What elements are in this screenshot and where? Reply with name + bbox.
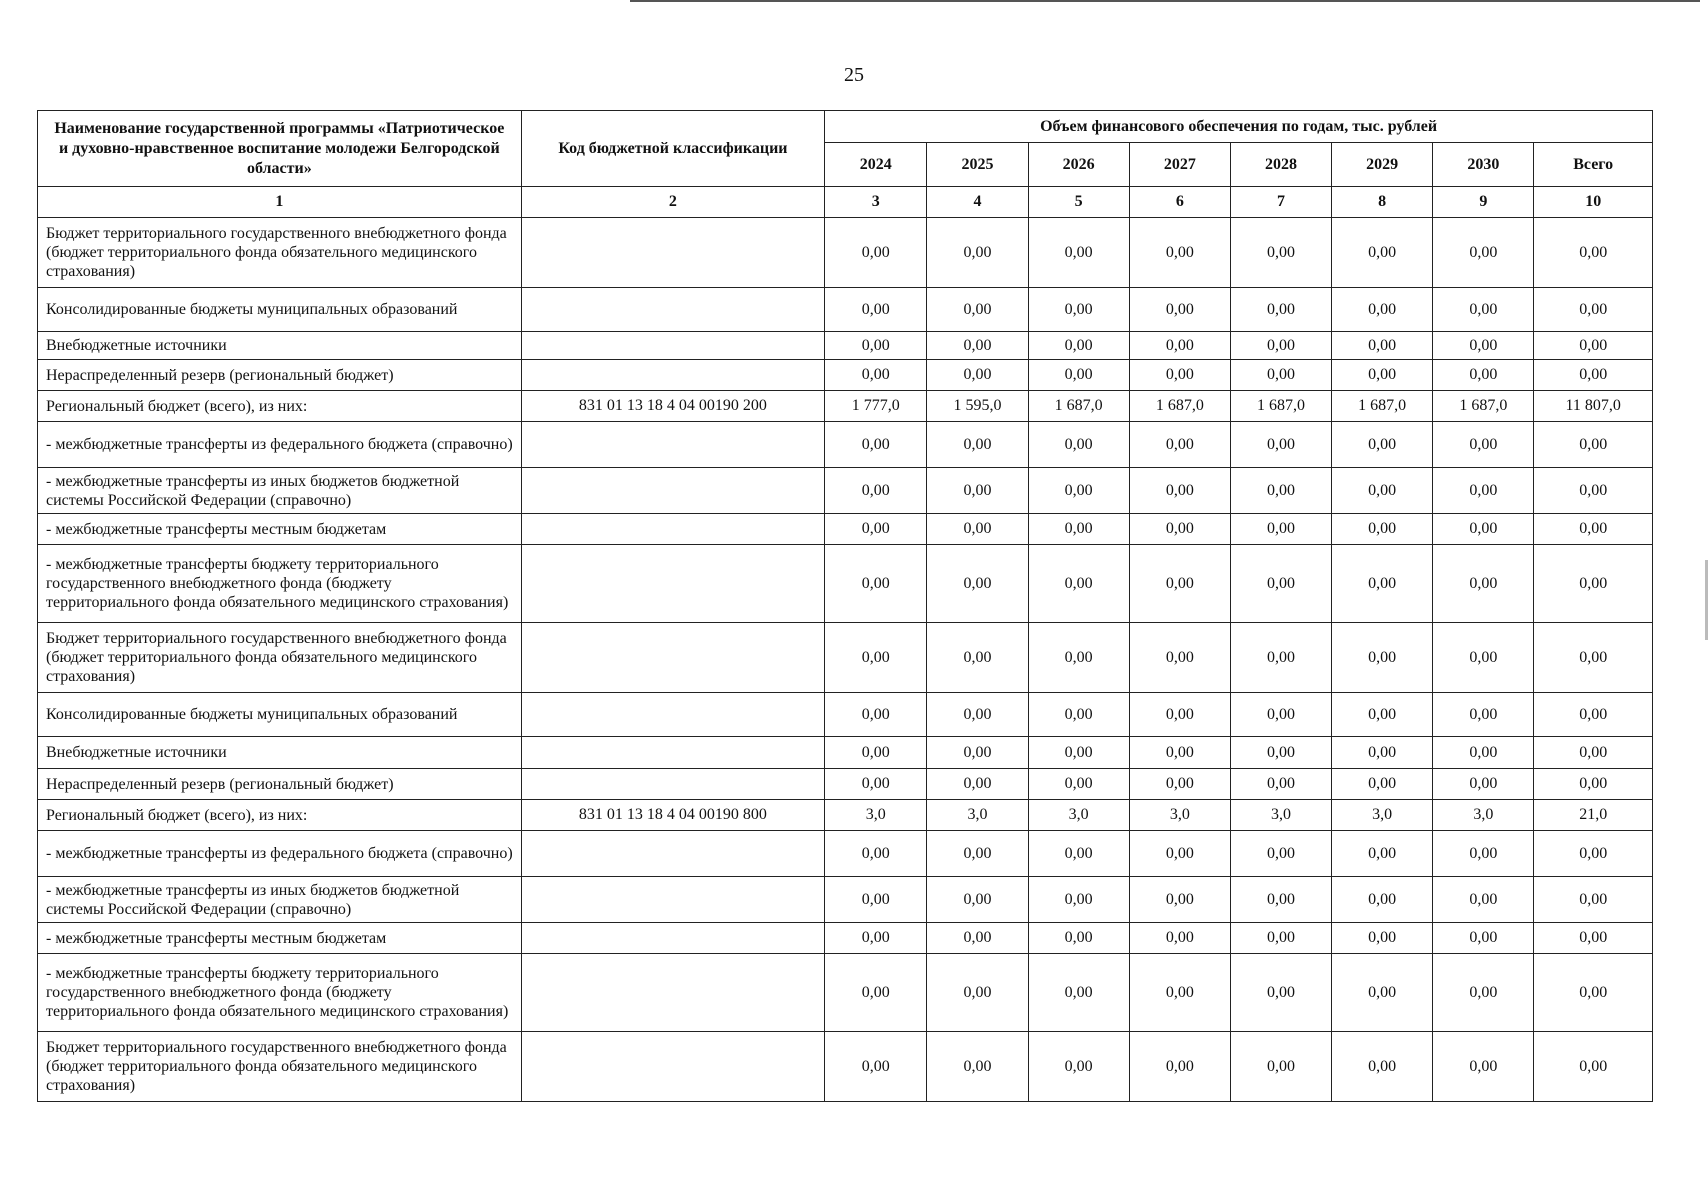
row-year-value: 0,00 bbox=[927, 831, 1028, 877]
row-year-value: 0,00 bbox=[1230, 545, 1331, 623]
row-total-value: 0,00 bbox=[1534, 360, 1653, 391]
row-year-value: 1 687,0 bbox=[1332, 391, 1433, 422]
header-program-name: Наименование государственной программы «Патриотическое и духовно-нравственное воспитание молодежи Белгородской области» bbox=[38, 111, 522, 187]
row-year-value: 3,0 bbox=[1433, 800, 1534, 831]
row-year-value: 0,00 bbox=[1332, 422, 1433, 468]
row-name: - межбюджетные трансферты из иных бюджетов бюджетной системы Российской Федерации (справочно) bbox=[38, 468, 522, 514]
row-year-value: 3,0 bbox=[1129, 800, 1230, 831]
header-funding-volume: Объем финансового обеспечения по годам, тыс. рублей bbox=[825, 111, 1653, 143]
row-year-value: 0,00 bbox=[1028, 360, 1129, 391]
table-row bbox=[38, 954, 1653, 1032]
row-year-value: 0,00 bbox=[1433, 831, 1534, 877]
row-year-value: 0,00 bbox=[825, 332, 927, 360]
row-year-value: 0,00 bbox=[1129, 422, 1230, 468]
row-year-value: 3,0 bbox=[1230, 800, 1331, 831]
row-year-value: 0,00 bbox=[1230, 422, 1331, 468]
row-budget-code bbox=[521, 954, 825, 1032]
table-row bbox=[38, 831, 1653, 877]
row-year-value: 0,00 bbox=[1332, 693, 1433, 737]
header-year: 2025 bbox=[927, 143, 1028, 187]
column-index: 2 bbox=[521, 187, 825, 218]
header-year: 2028 bbox=[1230, 143, 1331, 187]
row-year-value: 0,00 bbox=[1028, 923, 1129, 954]
row-name: Внебюджетные источники bbox=[38, 332, 522, 360]
row-budget-code bbox=[521, 831, 825, 877]
row-year-value: 0,00 bbox=[825, 514, 927, 545]
table-row bbox=[38, 545, 1653, 623]
row-year-value: 0,00 bbox=[1230, 468, 1331, 514]
row-year-value: 0,00 bbox=[1028, 422, 1129, 468]
row-year-value: 0,00 bbox=[927, 769, 1028, 800]
row-year-value: 0,00 bbox=[825, 693, 927, 737]
header-year: 2030 bbox=[1433, 143, 1534, 187]
row-year-value: 1 687,0 bbox=[1433, 391, 1534, 422]
row-year-value: 0,00 bbox=[1028, 693, 1129, 737]
row-total-value: 0,00 bbox=[1534, 514, 1653, 545]
row-year-value: 0,00 bbox=[1332, 623, 1433, 693]
column-index: 8 bbox=[1332, 187, 1433, 218]
table-row bbox=[38, 623, 1653, 693]
row-total-value: 0,00 bbox=[1534, 954, 1653, 1032]
row-total-value: 0,00 bbox=[1534, 545, 1653, 623]
row-year-value: 0,00 bbox=[1028, 468, 1129, 514]
row-name: Региональный бюджет (всего), из них: bbox=[38, 800, 522, 831]
row-year-value: 1 777,0 bbox=[825, 391, 927, 422]
row-year-value: 3,0 bbox=[1028, 800, 1129, 831]
row-total-value: 0,00 bbox=[1534, 769, 1653, 800]
row-total-value: 21,0 bbox=[1534, 800, 1653, 831]
row-total-value: 0,00 bbox=[1534, 831, 1653, 877]
row-year-value: 0,00 bbox=[1028, 545, 1129, 623]
row-year-value: 0,00 bbox=[1230, 1032, 1331, 1102]
row-name: Бюджет территориального государственного внебюджетного фонда (бюджет территориального фонда обязательного медицинского страхования) bbox=[38, 1032, 522, 1102]
column-index: 3 bbox=[825, 187, 927, 218]
row-year-value: 0,00 bbox=[1433, 877, 1534, 923]
row-year-value: 0,00 bbox=[1129, 1032, 1230, 1102]
table-row bbox=[38, 769, 1653, 800]
row-year-value: 0,00 bbox=[825, 545, 927, 623]
row-year-value: 0,00 bbox=[1433, 360, 1534, 391]
row-year-value: 0,00 bbox=[927, 623, 1028, 693]
row-year-value: 0,00 bbox=[825, 468, 927, 514]
row-budget-code: 831 01 13 18 4 04 00190 200 bbox=[521, 391, 825, 422]
row-year-value: 0,00 bbox=[1332, 545, 1433, 623]
column-index: 5 bbox=[1028, 187, 1129, 218]
row-budget-code bbox=[521, 769, 825, 800]
row-year-value: 0,00 bbox=[1028, 877, 1129, 923]
header-year: 2029 bbox=[1332, 143, 1433, 187]
row-year-value: 0,00 bbox=[1129, 218, 1230, 288]
row-year-value: 0,00 bbox=[1230, 769, 1331, 800]
row-year-value: 3,0 bbox=[927, 800, 1028, 831]
row-year-value: 0,00 bbox=[1433, 623, 1534, 693]
row-year-value: 0,00 bbox=[1230, 514, 1331, 545]
table-row bbox=[38, 360, 1653, 391]
row-year-value: 0,00 bbox=[1433, 422, 1534, 468]
column-index: 9 bbox=[1433, 187, 1534, 218]
row-year-value: 0,00 bbox=[1332, 1032, 1433, 1102]
row-year-value: 0,00 bbox=[1433, 514, 1534, 545]
row-name: - межбюджетные трансферты бюджету территориального государственного внебюджетного фонда (бюджету территориального фонда обязательного медицинского страхования) bbox=[38, 545, 522, 623]
row-year-value: 0,00 bbox=[1433, 468, 1534, 514]
row-year-value: 0,00 bbox=[1433, 288, 1534, 332]
row-year-value: 0,00 bbox=[1332, 468, 1433, 514]
row-name: - межбюджетные трансферты местным бюджетам bbox=[38, 514, 522, 545]
row-total-value: 11 807,0 bbox=[1534, 391, 1653, 422]
row-year-value: 0,00 bbox=[927, 514, 1028, 545]
row-year-value: 0,00 bbox=[825, 737, 927, 769]
row-year-value: 0,00 bbox=[1230, 831, 1331, 877]
row-year-value: 0,00 bbox=[1332, 360, 1433, 391]
row-year-value: 0,00 bbox=[825, 422, 927, 468]
row-year-value: 0,00 bbox=[1332, 954, 1433, 1032]
row-year-value: 0,00 bbox=[825, 288, 927, 332]
header-year: 2026 bbox=[1028, 143, 1129, 187]
table-header bbox=[38, 111, 1653, 218]
row-year-value: 0,00 bbox=[825, 877, 927, 923]
row-year-value: 0,00 bbox=[927, 288, 1028, 332]
row-year-value: 1 595,0 bbox=[927, 391, 1028, 422]
row-year-value: 0,00 bbox=[825, 954, 927, 1032]
row-year-value: 0,00 bbox=[927, 954, 1028, 1032]
row-year-value: 0,00 bbox=[1028, 737, 1129, 769]
row-total-value: 0,00 bbox=[1534, 422, 1653, 468]
table-row bbox=[38, 288, 1653, 332]
row-year-value: 0,00 bbox=[1230, 693, 1331, 737]
column-index: 7 bbox=[1230, 187, 1331, 218]
column-index: 4 bbox=[927, 187, 1028, 218]
row-year-value: 0,00 bbox=[825, 831, 927, 877]
header-year: 2027 bbox=[1129, 143, 1230, 187]
row-year-value: 0,00 bbox=[1129, 468, 1230, 514]
row-year-value: 0,00 bbox=[927, 422, 1028, 468]
row-name: Внебюджетные источники bbox=[38, 737, 522, 769]
row-name: Консолидированные бюджеты муниципальных образований bbox=[38, 288, 522, 332]
row-year-value: 0,00 bbox=[1028, 769, 1129, 800]
row-year-value: 0,00 bbox=[1028, 288, 1129, 332]
page-number: 25 bbox=[844, 64, 864, 86]
row-year-value: 0,00 bbox=[1433, 693, 1534, 737]
table-row bbox=[38, 391, 1653, 422]
row-year-value: 0,00 bbox=[1129, 623, 1230, 693]
column-index: 1 bbox=[38, 187, 522, 218]
row-name: Бюджет территориального государственного внебюджетного фонда (бюджет территориального фонда обязательного медицинского страхования) bbox=[38, 218, 522, 288]
row-year-value: 0,00 bbox=[825, 1032, 927, 1102]
row-year-value: 3,0 bbox=[825, 800, 927, 831]
row-year-value: 1 687,0 bbox=[1129, 391, 1230, 422]
scan-edge-line bbox=[630, 0, 1700, 2]
row-year-value: 0,00 bbox=[1129, 954, 1230, 1032]
row-budget-code bbox=[521, 545, 825, 623]
row-year-value: 3,0 bbox=[1332, 800, 1433, 831]
row-name: Бюджет территориального государственного внебюджетного фонда (бюджет территориального фонда обязательного медицинского страхования) bbox=[38, 623, 522, 693]
header-total: Всего bbox=[1534, 143, 1653, 187]
row-year-value: 0,00 bbox=[1028, 954, 1129, 1032]
row-year-value: 0,00 bbox=[1129, 332, 1230, 360]
row-year-value: 0,00 bbox=[1433, 923, 1534, 954]
row-year-value: 0,00 bbox=[825, 923, 927, 954]
row-total-value: 0,00 bbox=[1534, 1032, 1653, 1102]
column-index: 6 bbox=[1129, 187, 1230, 218]
row-year-value: 0,00 bbox=[1028, 831, 1129, 877]
row-budget-code bbox=[521, 1032, 825, 1102]
row-year-value: 0,00 bbox=[1230, 288, 1331, 332]
row-total-value: 0,00 bbox=[1534, 923, 1653, 954]
row-year-value: 0,00 bbox=[927, 877, 1028, 923]
row-year-value: 0,00 bbox=[927, 360, 1028, 391]
table-row bbox=[38, 468, 1653, 514]
table-row bbox=[38, 877, 1653, 923]
table-row bbox=[38, 800, 1653, 831]
row-year-value: 0,00 bbox=[927, 218, 1028, 288]
row-year-value: 0,00 bbox=[1332, 332, 1433, 360]
table-row bbox=[38, 923, 1653, 954]
row-year-value: 0,00 bbox=[1129, 514, 1230, 545]
row-total-value: 0,00 bbox=[1534, 218, 1653, 288]
row-year-value: 0,00 bbox=[1028, 514, 1129, 545]
row-budget-code bbox=[521, 514, 825, 545]
row-budget-code bbox=[521, 468, 825, 514]
table-row bbox=[38, 737, 1653, 769]
row-budget-code bbox=[521, 623, 825, 693]
row-year-value: 0,00 bbox=[927, 545, 1028, 623]
row-year-value: 0,00 bbox=[1230, 737, 1331, 769]
row-year-value: 1 687,0 bbox=[1230, 391, 1331, 422]
row-budget-code bbox=[521, 693, 825, 737]
row-budget-code bbox=[521, 422, 825, 468]
row-year-value: 0,00 bbox=[927, 693, 1028, 737]
row-year-value: 0,00 bbox=[1028, 1032, 1129, 1102]
row-total-value: 0,00 bbox=[1534, 693, 1653, 737]
row-year-value: 0,00 bbox=[1332, 288, 1433, 332]
table-row bbox=[38, 332, 1653, 360]
row-total-value: 0,00 bbox=[1534, 468, 1653, 514]
row-year-value: 0,00 bbox=[927, 923, 1028, 954]
row-year-value: 0,00 bbox=[1129, 923, 1230, 954]
row-year-value: 0,00 bbox=[1129, 831, 1230, 877]
row-year-value: 0,00 bbox=[1230, 877, 1331, 923]
row-year-value: 0,00 bbox=[1332, 877, 1433, 923]
row-year-value: 0,00 bbox=[1332, 831, 1433, 877]
table-row bbox=[38, 693, 1653, 737]
row-name: - межбюджетные трансферты бюджету территориального государственного внебюджетного фонда (бюджету территориального фонда обязательного медицинского страхования) bbox=[38, 954, 522, 1032]
row-budget-code bbox=[521, 288, 825, 332]
row-budget-code: 831 01 13 18 4 04 00190 800 bbox=[521, 800, 825, 831]
row-year-value: 0,00 bbox=[1028, 332, 1129, 360]
row-year-value: 0,00 bbox=[1332, 923, 1433, 954]
row-year-value: 0,00 bbox=[1230, 360, 1331, 391]
table-body bbox=[38, 218, 1653, 1102]
row-year-value: 0,00 bbox=[1230, 954, 1331, 1032]
row-budget-code bbox=[521, 218, 825, 288]
header-year: 2024 bbox=[825, 143, 927, 187]
funding-table-container bbox=[37, 110, 1653, 1102]
row-year-value: 0,00 bbox=[825, 218, 927, 288]
row-year-value: 0,00 bbox=[927, 468, 1028, 514]
row-year-value: 0,00 bbox=[927, 737, 1028, 769]
row-year-value: 0,00 bbox=[1332, 218, 1433, 288]
row-year-value: 0,00 bbox=[825, 769, 927, 800]
row-year-value: 0,00 bbox=[1433, 954, 1534, 1032]
row-year-value: 0,00 bbox=[1332, 769, 1433, 800]
row-year-value: 0,00 bbox=[1129, 288, 1230, 332]
row-name: Нераспределенный резерв (региональный бюджет) bbox=[38, 360, 522, 391]
row-year-value: 0,00 bbox=[1433, 218, 1534, 288]
row-name: Региональный бюджет (всего), из них: bbox=[38, 391, 522, 422]
row-year-value: 0,00 bbox=[1129, 737, 1230, 769]
row-year-value: 0,00 bbox=[1433, 769, 1534, 800]
row-year-value: 0,00 bbox=[1433, 737, 1534, 769]
row-budget-code bbox=[521, 332, 825, 360]
row-year-value: 0,00 bbox=[1433, 545, 1534, 623]
row-year-value: 0,00 bbox=[1129, 545, 1230, 623]
row-year-value: 0,00 bbox=[1433, 1032, 1534, 1102]
row-year-value: 0,00 bbox=[1230, 923, 1331, 954]
row-total-value: 0,00 bbox=[1534, 288, 1653, 332]
row-total-value: 0,00 bbox=[1534, 332, 1653, 360]
row-name: - межбюджетные трансферты из федерального бюджета (справочно) bbox=[38, 831, 522, 877]
row-year-value: 0,00 bbox=[1433, 332, 1534, 360]
row-year-value: 0,00 bbox=[1129, 693, 1230, 737]
table-row bbox=[38, 422, 1653, 468]
row-name: - межбюджетные трансферты из иных бюджетов бюджетной системы Российской Федерации (справочно) bbox=[38, 877, 522, 923]
row-budget-code bbox=[521, 737, 825, 769]
header-budget-code: Код бюджетной классификации bbox=[521, 111, 825, 187]
row-year-value: 1 687,0 bbox=[1028, 391, 1129, 422]
row-total-value: 0,00 bbox=[1534, 737, 1653, 769]
row-name: - межбюджетные трансферты местным бюджетам bbox=[38, 923, 522, 954]
row-year-value: 0,00 bbox=[1332, 514, 1433, 545]
row-year-value: 0,00 bbox=[1129, 877, 1230, 923]
row-budget-code bbox=[521, 360, 825, 391]
row-name: Консолидированные бюджеты муниципальных образований bbox=[38, 693, 522, 737]
table-row bbox=[38, 1032, 1653, 1102]
column-index: 10 bbox=[1534, 187, 1653, 218]
row-year-value: 0,00 bbox=[1028, 218, 1129, 288]
row-year-value: 0,00 bbox=[1129, 360, 1230, 391]
table-row bbox=[38, 218, 1653, 288]
table-row bbox=[38, 514, 1653, 545]
row-budget-code bbox=[521, 923, 825, 954]
funding-table bbox=[37, 110, 1653, 1102]
row-year-value: 0,00 bbox=[825, 623, 927, 693]
row-year-value: 0,00 bbox=[927, 332, 1028, 360]
row-total-value: 0,00 bbox=[1534, 877, 1653, 923]
row-year-value: 0,00 bbox=[1230, 623, 1331, 693]
row-year-value: 0,00 bbox=[1230, 332, 1331, 360]
row-year-value: 0,00 bbox=[1230, 218, 1331, 288]
row-name: - межбюджетные трансферты из федерального бюджета (справочно) bbox=[38, 422, 522, 468]
row-year-value: 0,00 bbox=[1129, 769, 1230, 800]
row-total-value: 0,00 bbox=[1534, 623, 1653, 693]
row-year-value: 0,00 bbox=[1332, 737, 1433, 769]
row-year-value: 0,00 bbox=[825, 360, 927, 391]
row-year-value: 0,00 bbox=[927, 1032, 1028, 1102]
row-name: Нераспределенный резерв (региональный бюджет) bbox=[38, 769, 522, 800]
row-year-value: 0,00 bbox=[1028, 623, 1129, 693]
row-budget-code bbox=[521, 877, 825, 923]
